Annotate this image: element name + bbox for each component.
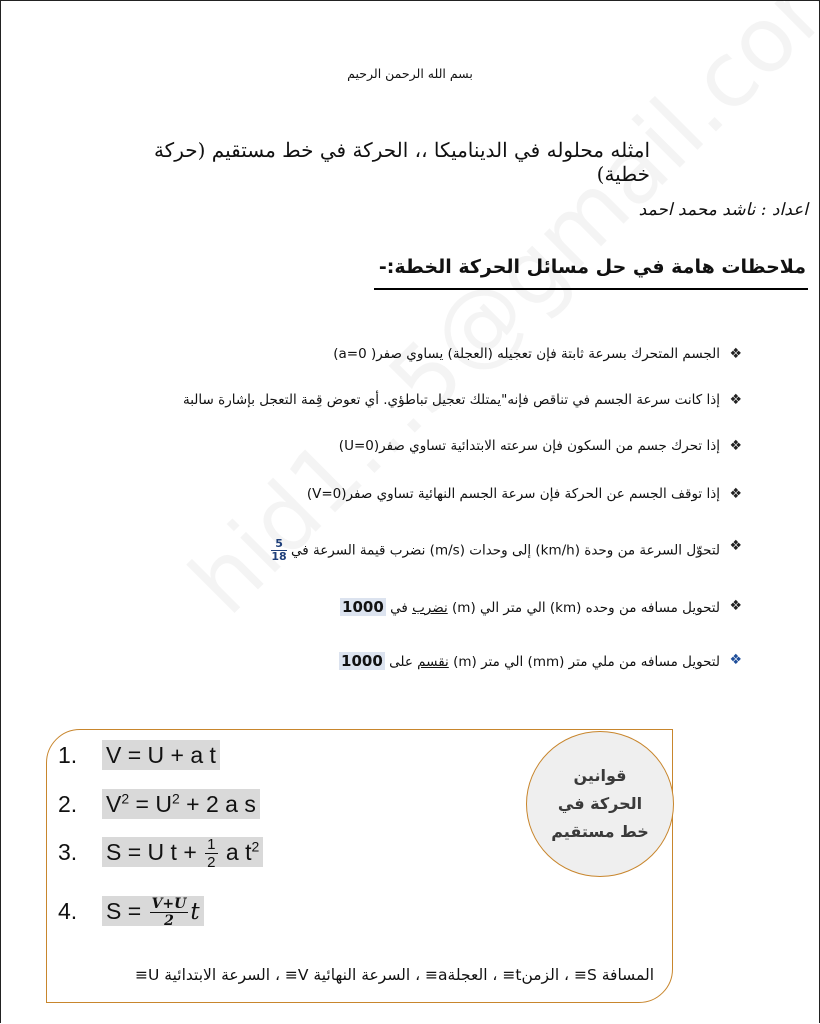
diamond-bullet-icon: ❖ [729,392,742,408]
laws-title-line: الحركة في [557,794,643,813]
note-item [120,392,742,408]
equation-2 [58,790,260,818]
note-text: إذا كانت سرعة الجسم في تناقص فإنه"يمتلك تعجيل تباطؤي. أي تعوض قِمة التعجل بإشارة سالبة [182,392,720,408]
equation-term: S = [106,897,148,924]
equation-3 [58,836,263,872]
note-item [120,438,742,454]
document-title: امثله محلوله في الديناميكا ،، الحركة في خط مستقيم (حركة خطية) [153,138,650,186]
note-text: الجسم المتحرك بسرعة ثابتة فإن تعجيله (العجلة) يساوي صفر( a=0) [333,346,720,362]
note-value: 1000 [341,652,383,670]
laws-title-line: خط مستقيم [551,822,649,841]
note-connector: على [389,654,413,670]
equation-exponent: 2 [121,790,130,806]
note-item [120,486,742,502]
equation-term: + 2 a s [179,790,256,817]
note-verb: نضرب [412,600,448,616]
notes-heading: ملاحظات هامة في حل مسائل الحركة الخطة:- [378,256,806,278]
symbols-legend: المسافة S≡ ، الزمنt≡ ، العجلةa≡ ، السرعة النهائية V≡ ، السرعة الابتدائية U≡ [134,966,654,984]
note-item [120,652,742,670]
note-text: إذا توقف الجسم عن الحركة فإن سرعة الجسم النهائية تساوي صفر(V=0) [306,486,720,502]
diamond-bullet-icon: ❖ [729,538,742,554]
author-line: اعداد : ناشد محمد احمد [638,200,808,220]
fraction-5-18 [271,538,286,563]
equation-fraction [205,836,217,872]
fraction-denominator: 18 [271,550,287,564]
fraction-numerator: 5 [271,538,286,551]
equation-1 [58,742,220,769]
equation-exponent: 2 [171,790,180,806]
note-connector: في [390,600,408,616]
note-text: لتحويل مسافه من ملي متر (mm) الي متر (m) [453,654,720,670]
diamond-bullet-icon: ❖ [729,652,742,668]
note-item [120,598,742,616]
equation-number: 4. [58,897,78,924]
equation-exponent: 2 [251,838,260,855]
note-item [120,346,742,362]
equation-number: 1. [58,742,78,768]
equation-term: V [106,790,122,817]
note-verb: نقسم [417,654,449,670]
note-text: لتحوّل السرعة من وحدة (km/h) إلى وحدات (m/s) نضرب قيمة السرعة في [290,542,720,559]
diamond-bullet-icon: ❖ [729,486,742,502]
diamond-bullet-icon: ❖ [729,438,742,454]
fraction-denominator: 2 [207,854,216,872]
note-item [120,537,742,564]
equation-term: t [190,898,200,925]
laws-circle [526,731,674,877]
note-value: 1000 [342,598,384,616]
equation-body [102,789,260,819]
equation-body [102,836,263,872]
diamond-bullet-icon: ❖ [729,598,742,614]
fraction-numerator: 1 [207,836,216,853]
diamond-bullet-icon: ❖ [729,346,742,362]
fraction-denominator: 2 [164,913,174,930]
equation-number: 3. [58,838,78,865]
note-text: لتحويل مسافه من وحده (km) الي متر الي (m) [452,600,720,616]
equation-4 [58,896,204,929]
equation-term: = U [129,790,172,817]
equation-term: a t [219,838,252,865]
equation-body: V = U + a t [102,740,220,770]
equation-fraction [150,896,189,929]
basmala: بسم الله الرحمن الرحيم [347,66,473,81]
equation-number: 2. [58,790,78,817]
fraction-numerator: V+U [151,896,187,912]
equation-term: S = U t + [106,838,204,865]
laws-title-line: قوانين [573,766,627,785]
heading-underline [374,288,808,290]
equation-body [102,896,204,930]
note-text: إذا تحرك جسم من السكون فإن سرعته الابتدائية تساوي صفر(U=0) [338,438,720,454]
